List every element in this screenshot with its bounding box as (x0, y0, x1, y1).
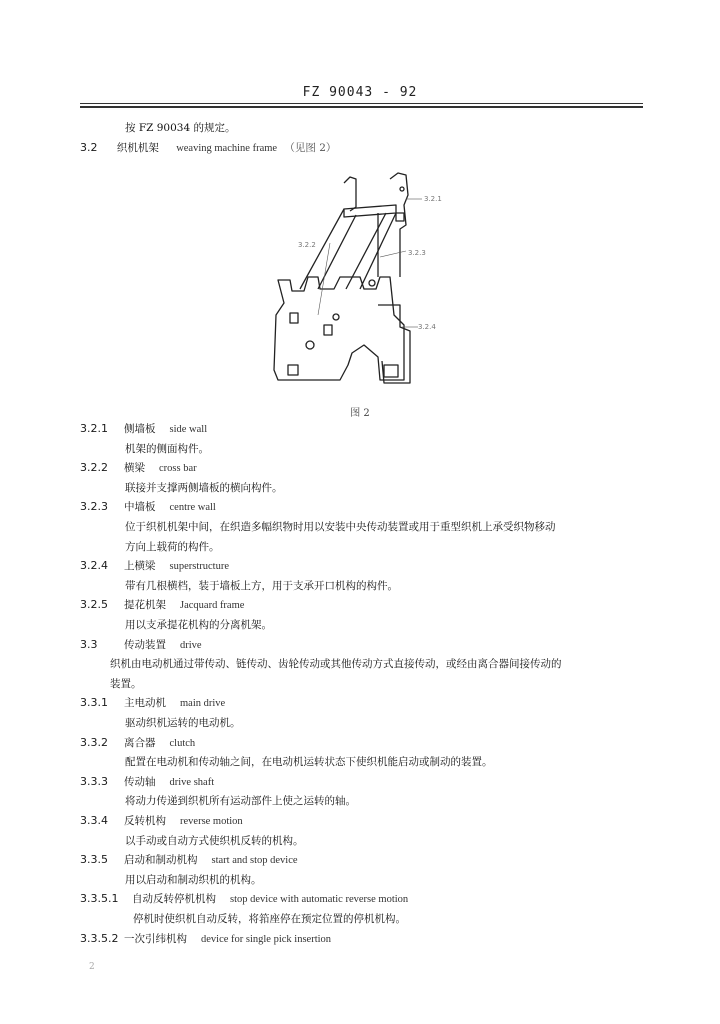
superstructure-post-left (344, 177, 356, 211)
term-heading (80, 892, 408, 907)
term-heading (80, 598, 244, 613)
term-name-en: stop device with automatic reverse motion (230, 894, 409, 906)
callout-3-2-2: 3.2.2 (298, 241, 316, 249)
term-name-en: centre wall (169, 502, 216, 514)
term-definition: 配置在电动机和传动轴之间，在电动机运转状态下使织机能启动或制动的装置。 (125, 756, 493, 769)
term-name-en: drive (180, 639, 202, 651)
frame-hole-2 (333, 314, 339, 320)
term-number: 3.2.4 (80, 559, 108, 573)
frame-slot-1 (288, 365, 298, 375)
term-name-en: superstructure (169, 561, 229, 573)
term-name-en: side wall (169, 424, 208, 435)
term-definition: 带有几根横档，装于墙板上方，用于支承开口机构的构件。 (125, 579, 398, 592)
section-figure-ref: （见图 2） (284, 142, 337, 154)
term-name-cn: 传动装置 (124, 638, 166, 651)
term-number: 3.3.2 (80, 735, 108, 749)
term-heading (80, 853, 298, 868)
term-heading (80, 775, 214, 790)
section-number: 3.2 (80, 141, 98, 154)
term-name-cn: 中墙板 (124, 501, 156, 514)
term-number: 3.3 (80, 637, 98, 651)
term-heading (80, 559, 229, 574)
term-definition: 停机时使织机自动反转，将筘座停在预定位置的停机机构。 (133, 913, 406, 925)
term-heading (80, 814, 243, 829)
figure-caption: 图 2 (350, 408, 370, 419)
frame-slot-2 (290, 313, 298, 323)
header-rule-thin (80, 103, 643, 104)
term-name-cn: 主电动机 (124, 697, 166, 710)
term-heading (80, 461, 197, 476)
term-name-cn: 离合器 (124, 736, 156, 749)
term-definition: 装置。 (110, 677, 142, 690)
term-name-cn: 横梁 (124, 462, 145, 475)
term-number: 3.3.5 (80, 853, 108, 867)
term-heading (80, 500, 216, 515)
intro-text: 按 FZ 90034 的规定。 (125, 122, 236, 134)
cross-bar-1 (344, 205, 396, 217)
figure-weaving-frame (260, 165, 460, 395)
term-name-cn: 一次引纬机构 (124, 932, 187, 945)
section-title-cn: 织机机架 (116, 142, 159, 154)
term-name-en: start and stop device (211, 855, 298, 867)
term-heading (80, 736, 195, 751)
term-number: 3.3.3 (80, 774, 108, 788)
term-name-cn: 反转机构 (124, 815, 166, 827)
header-rule-thick (80, 106, 643, 108)
term-definition: 方向上载荷的构件。 (125, 540, 220, 553)
callout-3-2-4: 3.2.4 (418, 323, 436, 331)
term-name-en: cross bar (159, 463, 197, 475)
term-number: 3.3.4 (80, 814, 108, 827)
term-heading (80, 422, 207, 437)
superstructure-hole (400, 187, 404, 191)
term-number: 3.2.3 (80, 500, 108, 514)
term-heading (80, 932, 331, 947)
term-name-en: reverse motion (180, 816, 243, 827)
term-definition: 驱动织机运转的电动机。 (125, 717, 241, 729)
centre-wall-outline (378, 305, 410, 383)
term-name-en: main drive (180, 698, 226, 710)
term-number: 3.3.5.1 (80, 892, 119, 906)
superstructure-post (390, 173, 408, 277)
callout-3-2-1: 3.2.1 (424, 195, 442, 203)
term-name-cn: 传动轴 (124, 775, 156, 788)
term-definition: 以手动或自动方式使织机反转的机构。 (125, 834, 304, 847)
term-name-en: clutch (169, 737, 196, 749)
superstructure-slot (396, 213, 404, 221)
term-name-en: drive shaft (169, 776, 215, 788)
term-name-cn: 自动反转停机机构 (132, 893, 216, 906)
term-definition: 联接并支撑两侧墙板的横向构件。 (125, 481, 283, 494)
term-number: 3.3.5.2 (80, 931, 119, 945)
cross-bar-2 (300, 209, 344, 289)
cross-bar-3 (318, 215, 356, 289)
frame-slot-3 (384, 365, 398, 377)
page-mark: 2 (89, 962, 95, 972)
section-title-en: weaving machine frame (176, 143, 278, 154)
callout-3-2-3: 3.2.3 (408, 249, 426, 257)
term-number: 3.2.5 (80, 598, 108, 612)
frame-hole-1 (306, 341, 314, 349)
page-header: FZ 90043 - 92 (302, 85, 418, 100)
term-definition: 位于织机机架中间，在织造多幅织物时用以安装中央传动装置或用于重型织机上承受织物移动 (125, 521, 556, 533)
term-name-en: device for single pick insertion (201, 933, 332, 945)
term-number: 3.2.2 (80, 461, 108, 475)
term-definition: 用以启动和制动织机的机构。 (125, 873, 262, 886)
frame-slot-4 (324, 325, 332, 335)
term-number: 3.3.1 (80, 696, 108, 710)
term-definition: 将动力传递到织机所有运动部件上使之运转的轴。 (125, 795, 356, 808)
frame-hole-3 (369, 280, 375, 286)
term-name-cn: 提花机架 (124, 599, 166, 612)
term-number: 3.2.1 (80, 422, 108, 435)
term-heading (80, 696, 225, 711)
term-name-cn: 侧墙板 (124, 423, 156, 435)
term-definition: 用以支承提花机构的分离机架。 (125, 619, 272, 631)
section-3-2 (80, 141, 640, 156)
term-name-en: Jacquard frame (180, 600, 245, 612)
term-name-cn: 启动和制动机构 (124, 854, 198, 867)
term-definition: 机架的侧面构件。 (125, 442, 209, 455)
term-definition: 织机由电动机通过带传动、链传动、齿轮传动或其他传动方式直接传动，或经由离合器间接传动的 (110, 658, 562, 671)
term-name-cn: 上横梁 (124, 560, 156, 573)
term-heading (80, 638, 202, 653)
